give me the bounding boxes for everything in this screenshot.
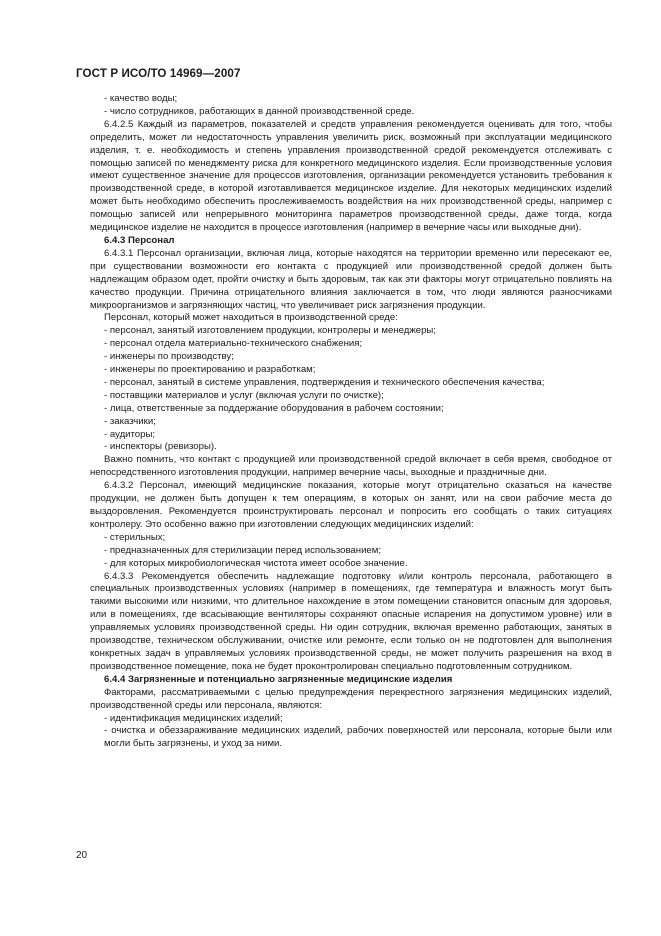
- list-item: - заказчики;: [104, 415, 156, 427]
- list-item: - поставщики материалов и услуг (включая услуги по очистке);: [104, 389, 384, 401]
- list-item: - для которых микробиологическая чистота имеет особое значение.: [104, 557, 408, 569]
- paragraph: 6.4.3.2 Персонал, имеющий медицинские показания, которые могут отрицательно сказаться на качестве продукции, не должен быть допущен к тем операциям, в которых он занят, или на свои рабочие места до выздоровления. Рекомендуется проинструктировать персонал и попросить его сообщать о таких ситуациях контролеру. Это особенно важно при изготовлении следующих медицинских изделий:: [90, 480, 612, 530]
- paragraph: 6.4.3.1 Персонал организации, включая лица, которые находятся на территории временно или пересекают ее, при существовании возможности его контакта с продукцией или производственной средой должен быть надлежащим образом одет, пройти очистку и быть здоровым, так как эти факторы могут отрицательно повлиять на качество продукции. Причина отрицательного влияния заключается в том, что люди являются разносчиками микроорганизмов и загрязняющих частиц, что увеличивает риск загрязнения продукции.: [90, 247, 612, 311]
- list-item: - число сотрудников, работающих в данной производственной среде.: [104, 105, 415, 117]
- list-item: - инспекторы (ревизоры).: [104, 441, 217, 453]
- paragraph: Персонал, который может находиться в производственной среде:: [104, 312, 398, 324]
- document-header: ГОСТ Р ИСО/ТО 14969—2007: [76, 67, 241, 80]
- paragraph: 6.4.3.3 Рекомендуется обеспечить надлежащие подготовку и/или контроль персонала, работающего в специальных производственных условиях (например в помещениях, где температура и влажность могут быть такими высокими или низкими, что длительное нахождение в этом помещении становится опасным для здоровья, или в помещениях, где всасывающие вентиляторы сохраняют опасные испарения на допустимом уровне) или в управляемых условиях производственной среды. Ни один сотрудник, включая временно работающих, занятых в производстве, техническом обслуживании, очистке или ремонте, если только он не подготовлен для выполнения конкретных задач в управляемых условиях производственной среды, не может получить разрешения на вход в производственное помещение, пока не будет проконтролирован специально подготовленным сотрудником.: [90, 570, 612, 672]
- list-item: - аудиторы;: [104, 428, 156, 440]
- paragraph: Важно помнить, что контакт с продукцией или производственной средой включает в себя время, свободное от непосредственного изготовления продукции, например вечерние часы, выходные и праздничные дни.: [90, 454, 612, 479]
- list-item: - инженеры по проектированию и разработкам;: [104, 364, 316, 376]
- list-item: - персонал отдела материально-технического снабжения;: [104, 338, 363, 350]
- list-item: - предназначенных для стерилизации перед использованием;: [104, 544, 382, 556]
- paragraph: 6.4.2.5 Каждый из параметров, показателей и средств управления рекомендуется оценивать для того, чтобы определить, может ли недостаточность управления увеличить риск, возможный при эксплуатации медицинского изделия, т. е. необходимость и степень управления производственной средой рекомендуется отслеживать с помощью записей по менеджменту риска для конкретного медицинского изделия. Если производственные условия имеют существенное значение для процессов изготовления, организации рекомендуется установить требования к производственной среде, в которой изготавливается медицинское изделие. Для некоторых медицинских изделий может быть необходимо обеспечить прослеживаемость воздействия на них производственной среды, например с помощью записей или непрерывного мониторинга параметров производственной среды, даже тогда, когда медицинское изделие не находится в процессе изготовления (например в вечерние часы или выходные дни).: [90, 118, 612, 234]
- list-item: - стерильных;: [104, 531, 166, 543]
- document-body: [90, 93, 612, 751]
- list-item: - очистка и обеззараживание медицинских изделий, рабочих поверхностей или персонала, которые были или могли быть загрязнены, и уход за ними.: [104, 725, 612, 750]
- list-item: - лица, ответственные за поддержание оборудования в рабочем состоянии;: [104, 402, 444, 414]
- paragraph: Факторами, рассматриваемыми с целью предупреждения перекрестного загрязнения медицинских изделий, производственной среды или персонала, являются:: [90, 686, 612, 711]
- list-item: - идентификация медицинских изделий;: [104, 712, 283, 724]
- section-heading: 6.4.3 Персонал: [104, 234, 175, 246]
- list-item: - инженеры по производству;: [104, 351, 234, 363]
- page-number: 20: [76, 850, 88, 861]
- list-item: - качество воды;: [104, 93, 178, 104]
- list-item: - персонал, занятый изготовлением продукции, контролеры и менеджеры;: [104, 325, 436, 337]
- section-heading: 6.4.4 Загрязненные и потенциально загрязненные медицинские изделия: [104, 673, 453, 685]
- list-item: - персонал, занятый в системе управления, подтверждения и технического обеспечения качества;: [104, 376, 545, 388]
